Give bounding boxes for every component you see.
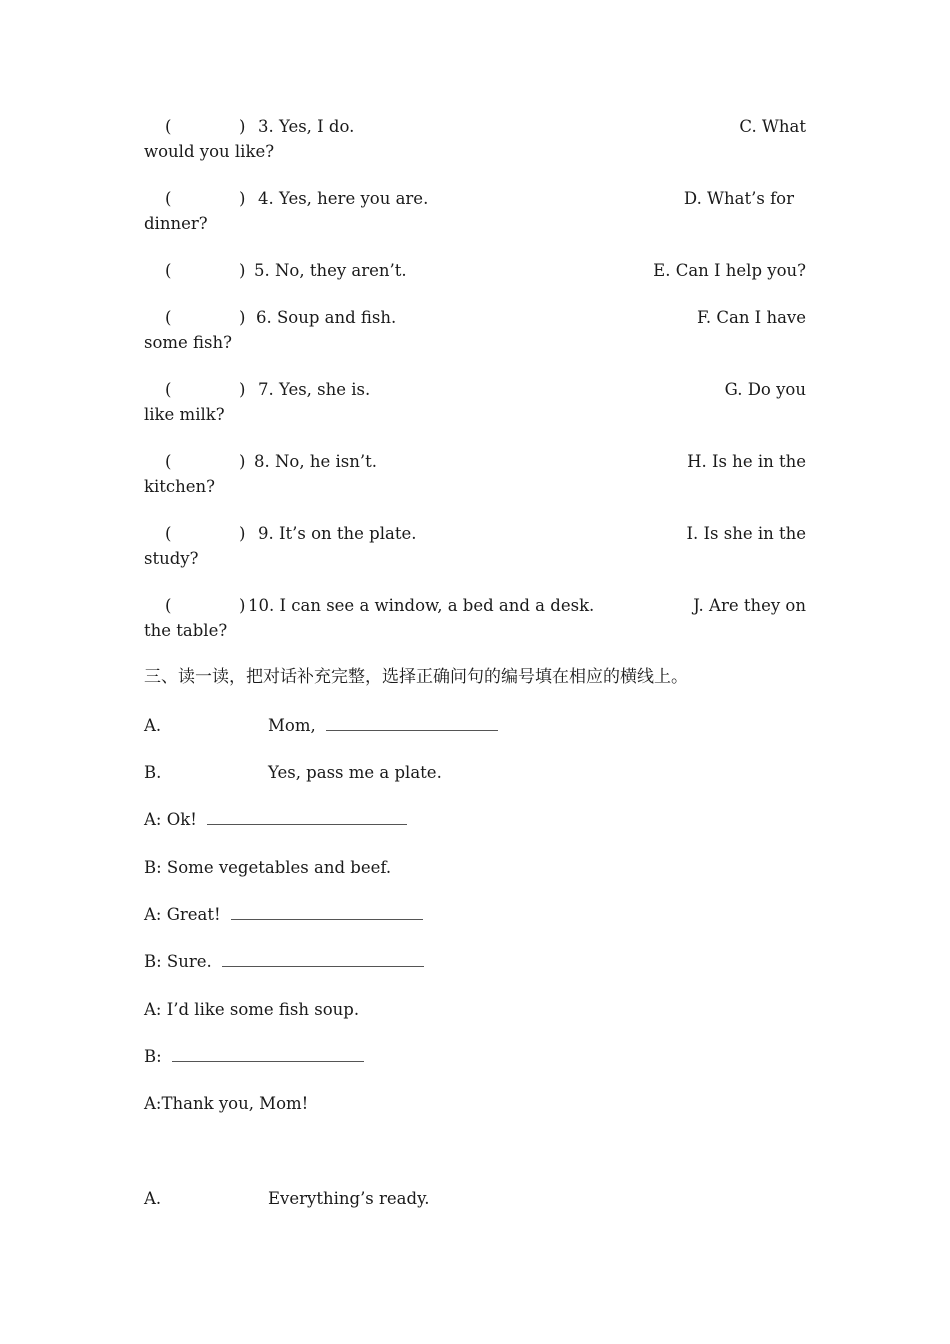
question-text: F. Can I have <box>696 308 806 327</box>
answer-blank-open: ( <box>165 117 172 136</box>
answer-blank-close: ) <box>239 596 246 615</box>
dialogue-line <box>144 1044 844 1069</box>
fill-blank[interactable] <box>326 714 498 731</box>
answer-blank-open: ( <box>165 452 172 471</box>
dialogue-text: A: Ok! <box>144 810 197 829</box>
fill-blank[interactable] <box>207 808 407 825</box>
answer-blank-open: ( <box>165 189 172 208</box>
matching-item-3 <box>144 114 806 164</box>
dialogue-text-wrap <box>268 713 498 738</box>
dialogue-text: A: Great! <box>144 905 221 924</box>
dialogue-line <box>144 855 844 880</box>
question-continuation: kitchen? <box>144 477 216 496</box>
answer-blank-open: ( <box>165 524 172 543</box>
answer-blank-close: ) <box>239 452 246 471</box>
dialogue-text: A: I’d like some fish soup. <box>144 1000 360 1019</box>
dialogue-line <box>144 1091 844 1116</box>
question-text: C. What <box>739 117 806 136</box>
speaker-label: A. <box>144 1189 162 1208</box>
matching-item-9 <box>144 521 806 571</box>
answer-blank-close: ) <box>239 524 246 543</box>
question-text: H. Is he in the <box>687 452 806 471</box>
answer-blank-open: ( <box>165 380 172 399</box>
answer-blank-open: ( <box>165 596 172 615</box>
dialogue-text: Mom, <box>268 716 316 735</box>
dialogue-text: B: Some vegetables and beef. <box>144 858 392 877</box>
dialogue-line <box>144 949 844 974</box>
matching-item-10 <box>144 593 806 643</box>
question-continuation: the table? <box>144 621 228 640</box>
dialogue-line <box>144 760 844 785</box>
matching-item-4 <box>144 186 806 236</box>
answer-blank-close: ) <box>239 308 246 327</box>
matching-item-8 <box>144 449 806 499</box>
dialogue-text: B: Sure. <box>144 952 212 971</box>
question-continuation: dinner? <box>144 214 208 233</box>
answer-blank-close: ) <box>239 189 246 208</box>
question-text: J. Are they on <box>693 596 806 615</box>
question-continuation: some fish? <box>144 333 233 352</box>
matching-item-5 <box>144 258 806 283</box>
response-text: 5. No, they aren’t. <box>254 261 407 280</box>
question-text: I. Is she in the <box>686 524 806 543</box>
answer-blank-close: ) <box>239 380 246 399</box>
dialogue-line <box>144 713 844 738</box>
response-text: 9. It’s on the plate. <box>258 524 417 543</box>
question-text: E. Can I help you? <box>653 261 806 280</box>
dialogue-text: Everything’s ready. <box>268 1189 430 1208</box>
matching-item-6 <box>144 305 806 355</box>
section-title: 三、读一读，把对话补充完整，选择正确问句的编号填在相应的横线上。 <box>144 667 688 687</box>
fill-blank[interactable] <box>172 1045 364 1062</box>
question-text: G. Do you <box>724 380 806 399</box>
matching-item-7 <box>144 377 806 427</box>
response-text: 3. Yes, I do. <box>258 117 355 136</box>
answer-blank-close: ) <box>239 261 246 280</box>
question-continuation: like milk? <box>144 405 225 424</box>
dialogue-line <box>144 807 844 832</box>
dialogue-line <box>144 1186 844 1211</box>
fill-blank[interactable] <box>231 903 423 920</box>
answer-blank-open: ( <box>165 261 172 280</box>
speaker-label: B. <box>144 763 162 782</box>
answer-blank-open: ( <box>165 308 172 327</box>
response-text: 7. Yes, she is. <box>258 380 371 399</box>
response-text: 10. I can see a window, a bed and a desk. <box>248 596 595 615</box>
question-continuation: study? <box>144 549 199 568</box>
dialogue-text: Yes, pass me a plate. <box>268 763 442 782</box>
response-text: 4. Yes, here you are. <box>258 189 429 208</box>
answer-blank-close: ) <box>239 117 246 136</box>
speaker-label: A. <box>144 716 162 735</box>
question-text: D. What’s for <box>683 189 794 208</box>
dialogue-line <box>144 902 844 927</box>
dialogue-text: A:Thank you, Mom! <box>144 1094 309 1113</box>
response-text: 6. Soup and fish. <box>256 308 397 327</box>
question-continuation: would you like? <box>144 142 275 161</box>
response-text: 8. No, he isn’t. <box>254 452 377 471</box>
dialogue-text: B: <box>144 1047 162 1066</box>
fill-blank[interactable] <box>222 950 424 967</box>
dialogue-line <box>144 997 844 1022</box>
